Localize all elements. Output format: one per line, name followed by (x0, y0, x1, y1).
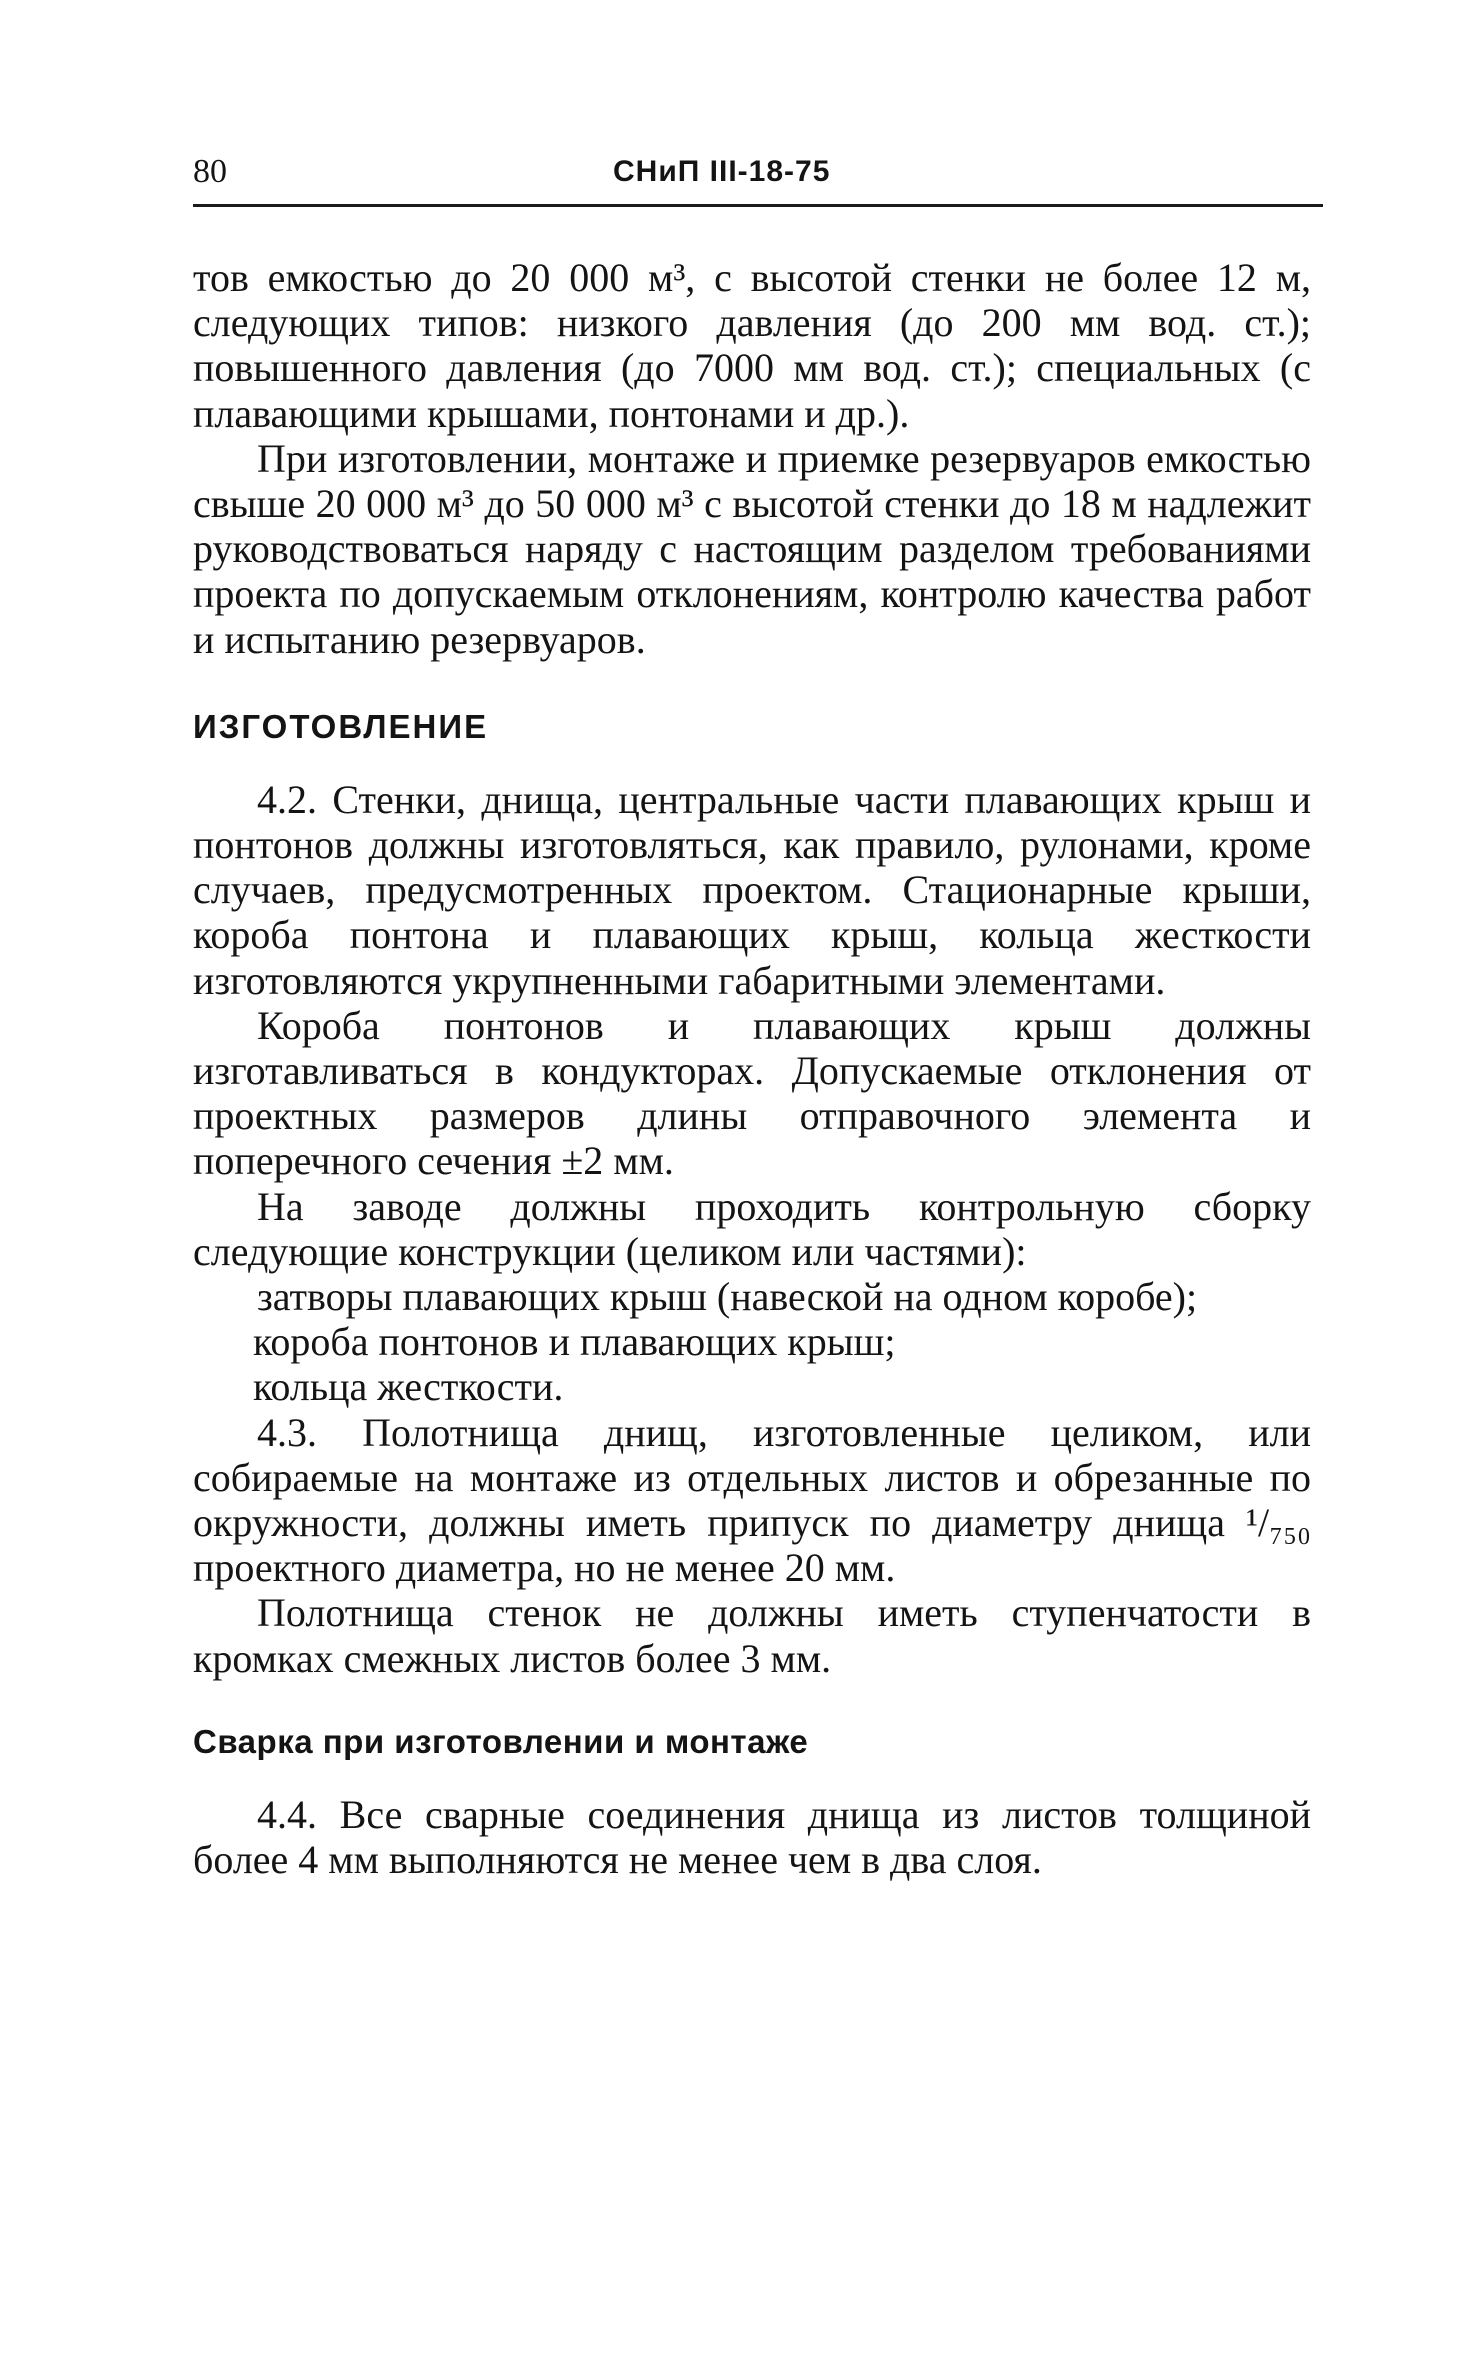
list-item-shutters: затворы плавающих крыш (навеской на одном коробе); (257, 1274, 1198, 1320)
page-body (193, 255, 1311, 1882)
paragraph-assembly: На заводе должны проходить контрольную сборку следующие конструкции (целиком или частями): (193, 1183, 1311, 1274)
section-heading-welding: Сварка при изготовлении и монтаже (193, 1722, 809, 1760)
paragraph-reservoirs: При изготовлении, монтаже и приемке резервуаров емкостью свыше 20 000 м³ до 50 000 м³ с высотой стенки до 18 м надлежит руководствоваться наряду с настоящим разделом требованиями проекта по допускаемым отклонениям, контролю качества работ и испытанию резервуаров. (193, 435, 1311, 662)
page-number: 80 (193, 153, 227, 190)
paragraph-4-4: 4.4. Все сварные соединения днища из листов толщиной более 4 мм выполняются не менее чем в два слоя. (193, 1791, 1311, 1883)
list-item-rings: кольца жесткости. (253, 1364, 564, 1410)
section-heading-manufacturing: ИЗГОТОВЛЕНИЕ (193, 707, 489, 745)
page-header (193, 150, 1323, 200)
header-rule (193, 204, 1323, 207)
list-item-boxes: короба понтонов и плавающих крыш; (253, 1319, 896, 1365)
paragraph-continuation: тов емкостью до 20 000 м³, с высотой стенки не более 12 м, следующих типов: низкого давления (до 200 мм вод. ст.); повышенного давления (до 7000 мм вод. ст.); специальных (с плавающими крышами, понтонами и др.). (193, 255, 1311, 436)
paragraph-4-2: 4.2. Стенки, днища, центральные части плавающих крыш и понтонов должны изготовляться, как правило, рулонами, кроме случаев, предусмотренных проектом. Стационарные крыши, короба понтона и плавающих крыш, кольца жесткости изготовляются укрупненными габаритными элементами. (193, 776, 1311, 1003)
paragraph-boxes: Короба понтонов и плавающих крыш должны изготавливаться в кондукторах. Допускаемые отклонения от проектных размеров длины отправочного элемента и поперечного сечения ±2 мм. (193, 1002, 1311, 1184)
running-title: СНиП III-18-75 (613, 155, 831, 188)
paragraph-wall-sheets: Полотнища стенок не должны иметь ступенчатости в кромках смежных листов более 3 мм. (193, 1590, 1311, 1681)
paragraph-4-3: 4.3. Полотнища днищ, изготовленные целиком, или собираемые на монтаже из отдельных листов и обрезанные по окружности, должны иметь припуск по диаметру днища ¹/₇₅₀ проектного диаметра, но не менее 20 мм. (193, 1409, 1311, 1591)
